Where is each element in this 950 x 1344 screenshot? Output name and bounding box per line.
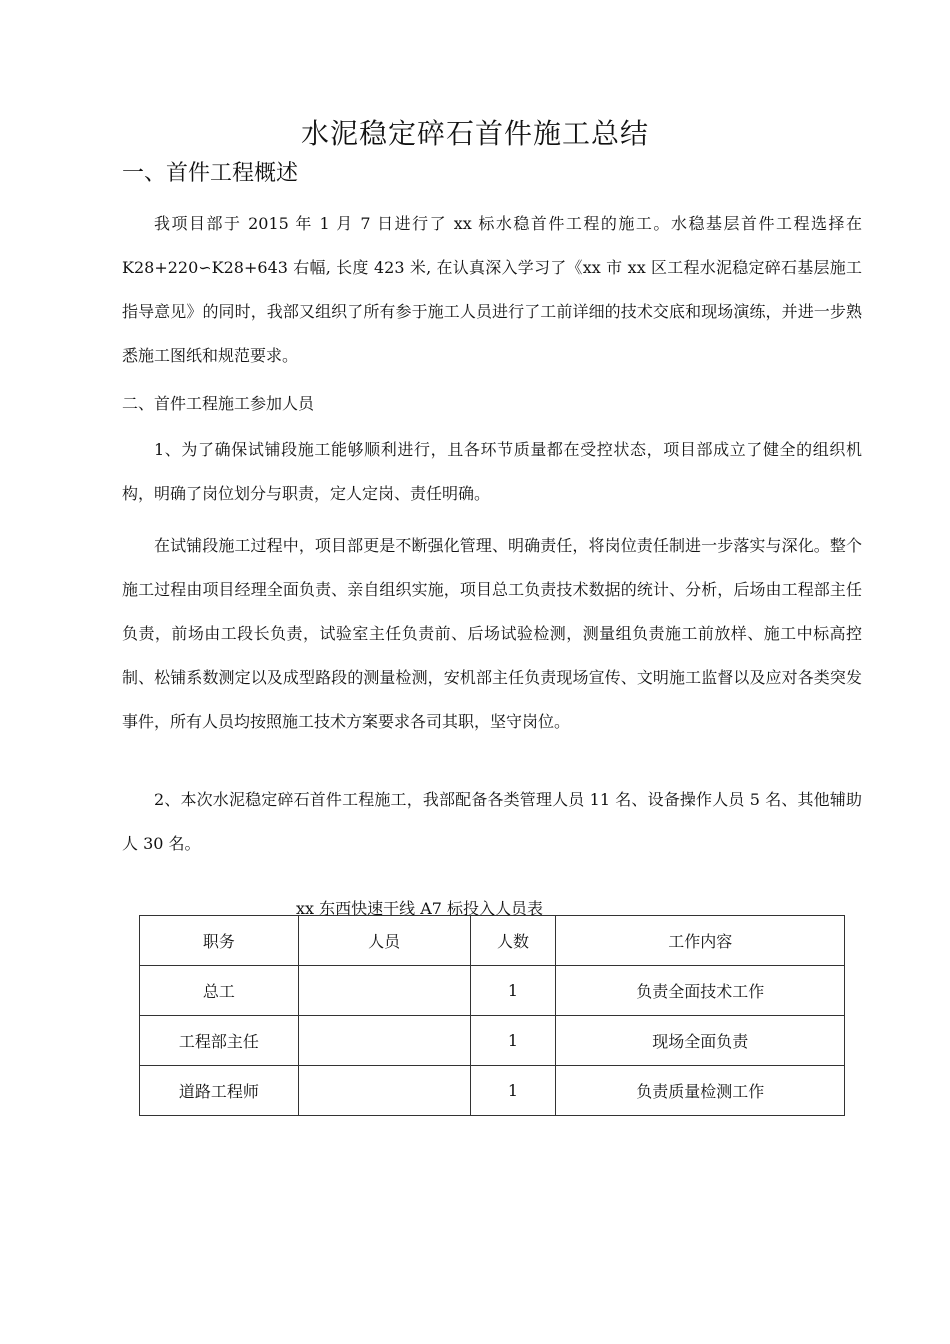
cell-personnel (298, 1066, 470, 1116)
cell-duties: 负责全面技术工作 (556, 966, 845, 1016)
cell-personnel (298, 966, 470, 1016)
section2-paragraph-1: 1、为了确保试铺段施工能够顺利进行，且各环节质量都在受控状态，项目部成立了健全的组织机构，明确了岗位划分与职责，定人定岗、责任明确。 (122, 440, 862, 503)
cell-duties: 现场全面负责 (556, 1016, 845, 1066)
document-title: 水泥稳定碎石首件施工总结 (300, 117, 649, 150)
header-position: 职务 (140, 916, 299, 966)
section2-heading: 二、首件工程施工参加人员 (122, 394, 315, 413)
table-row (140, 966, 845, 1016)
cell-count: 1 (470, 966, 556, 1016)
section1-paragraph: 我项目部于 2015 年 1 月 7 日进行了 xx 标水稳首件工程的施工。水稳基层首件工程选择在 K28+220∽K28+643 右幅, 长度 423 米, 在认真深入学习了《xx 市 xx 区工程水泥稳定碎石基层施工指导意见》的同时，我部又组织了所有参于施工人员进行了工前详细的技术交底和现场演练，并进一步熟悉施工图纸和规范要求。 (122, 214, 862, 365)
cell-position: 道路工程师 (140, 1066, 299, 1116)
table-header-row (140, 916, 845, 966)
table-caption: xx 东西快速干线 A7 标投入人员表 (296, 899, 544, 918)
cell-position: 工程部主任 (140, 1016, 299, 1066)
cell-count: 1 (470, 1016, 556, 1066)
header-count: 人数 (470, 916, 556, 966)
table-row (140, 1016, 845, 1066)
cell-duties: 负责质量检测工作 (556, 1066, 845, 1116)
cell-count: 1 (470, 1066, 556, 1116)
cell-position: 总工 (140, 966, 299, 1016)
header-duties: 工作内容 (556, 916, 845, 966)
cell-personnel (298, 1016, 470, 1066)
section1-heading: 一、首件工程概述 (122, 161, 299, 186)
header-personnel: 人员 (298, 916, 470, 966)
table-row (140, 1066, 845, 1116)
staff-table (139, 915, 845, 1116)
section2-paragraph-2: 在试铺段施工过程中，项目部更是不断强化管理、明确责任，将岗位责任制进一步落实与深化。整个施工过程由项目经理全面负责、亲自组织实施，项目总工负责技术数据的统计、分析，后场由工程部主任负责，前场由工段长负责，试验室主任负责前、后场试验检测，测量组负责施工前放样、施工中标高控制、松铺系数测定以及成型路段的测量检测，安机部主任负责现场宣传、文明施工监督以及应对各类突发事件，所有人员均按照施工技术方案要求各司其职，坚守岗位。 (122, 536, 862, 731)
section2-paragraph-3: 2、本次水泥稳定碎石首件工程施工，我部配备各类管理人员 11 名、设备操作人员 5 名、其他辅助人 30 名。 (122, 790, 862, 853)
